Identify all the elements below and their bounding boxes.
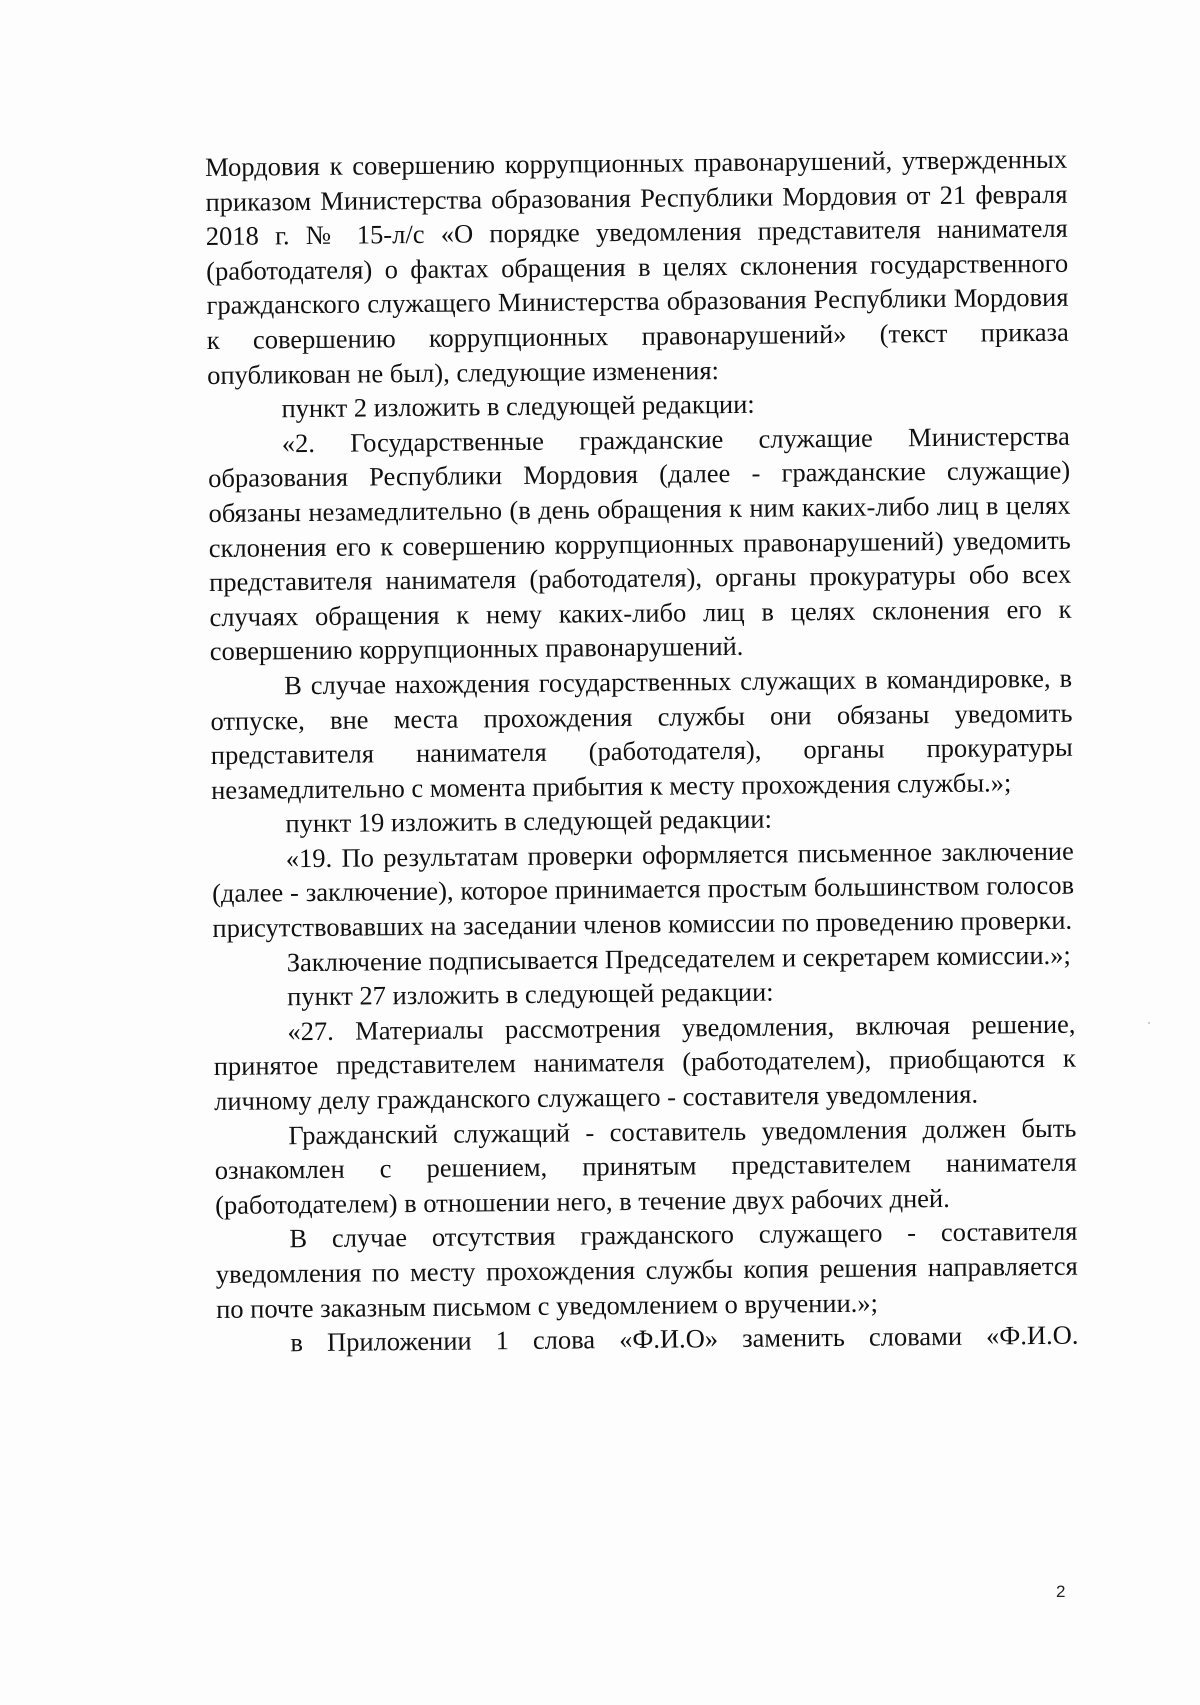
paragraph-item-2-intro: пункт 2 изложить в следующей редакции: [281, 388, 755, 424]
paragraph-item-27-intro: пункт 27 изложить в следующей редакции: [286, 976, 774, 1012]
paragraph-item-27-text: «27. Материалы рассмотрения уведомления, включая решение, принятое представителем нанимателя (работодателем), приобщаются к личному делу гражданского служащего - составителя уведомления. [213, 1008, 1076, 1116]
paragraph-item-2-text: «2. Государственные гражданские служащие Министерства образования Республики Мордовия (далее - гражданские служащие) обязаны незамедлительно (в день обращения к ним каких-либо лиц в целях склонения его к совершению коррупционных правонарушений) уведомить представителя нанимателя (работодателя), органы прокуратуры обо всех случаях обращения к нему каких-либо лиц в целях склонения его к совершению коррупционных правонарушений. [208, 420, 1072, 667]
paragraph-item-2-business-trip: В случае нахождения государственных служащих в командировке, в отпуске, вне места прохождения службы они обязаны уведомить представителя нанимателя (работодателя), органы прокуратуры незамедлительно с момента прибытия к месту прохождения службы.»; [210, 662, 1073, 805]
paragraph-continuation: Мордовия к совершению коррупционных правонарушений, утвержденных приказом Министерства образования Республики Мордовия от 21 февраля 2018 г. № 15-л/с «О порядке уведомления представителя нанимателя (работодателя) о фактах обращения в целях склонения государственного гражданского служащего Министерства образования Республики Мордовия к совершению коррупционных правонарушений» (текст приказа опубликован не был), следующие изменения: [205, 143, 1069, 390]
paragraph-item-19-text: «19. По результатам проверки оформляется письменное заключение (далее - заключение), которое принимается простым большинством голосов присутствовавших на заседании членов комиссии по проведению проверки. [211, 835, 1075, 944]
scan-speck [1148, 1022, 1150, 1024]
paragraph-item-19-intro: пункт 19 изложить в следующей редакции: [285, 803, 773, 839]
document-body [205, 142, 1079, 1361]
page-number: 2 [1056, 1582, 1066, 1601]
paragraph-item-19-signature: Заключение подписывается Председателем и секретарем комиссии.»; [286, 939, 1071, 977]
paragraph-item-27-acquaint: Гражданский служащий - составитель уведомления должен быть ознакомлен с решением, принятым представителем нанимателя (работодателем) в отношении него, в течение двух рабочих дней. [214, 1112, 1077, 1220]
paragraph-item-27-absence: В случае отсутствия гражданского служащего - составителя уведомления по месту прохождения службы копия решения направляется по почте заказным письмом с уведомлением о вручении.»; [215, 1216, 1078, 1324]
paragraph-appendix-1: в Приложении 1 слова «Ф.И.О» заменить словами «Ф.И.О. [290, 1319, 1079, 1358]
